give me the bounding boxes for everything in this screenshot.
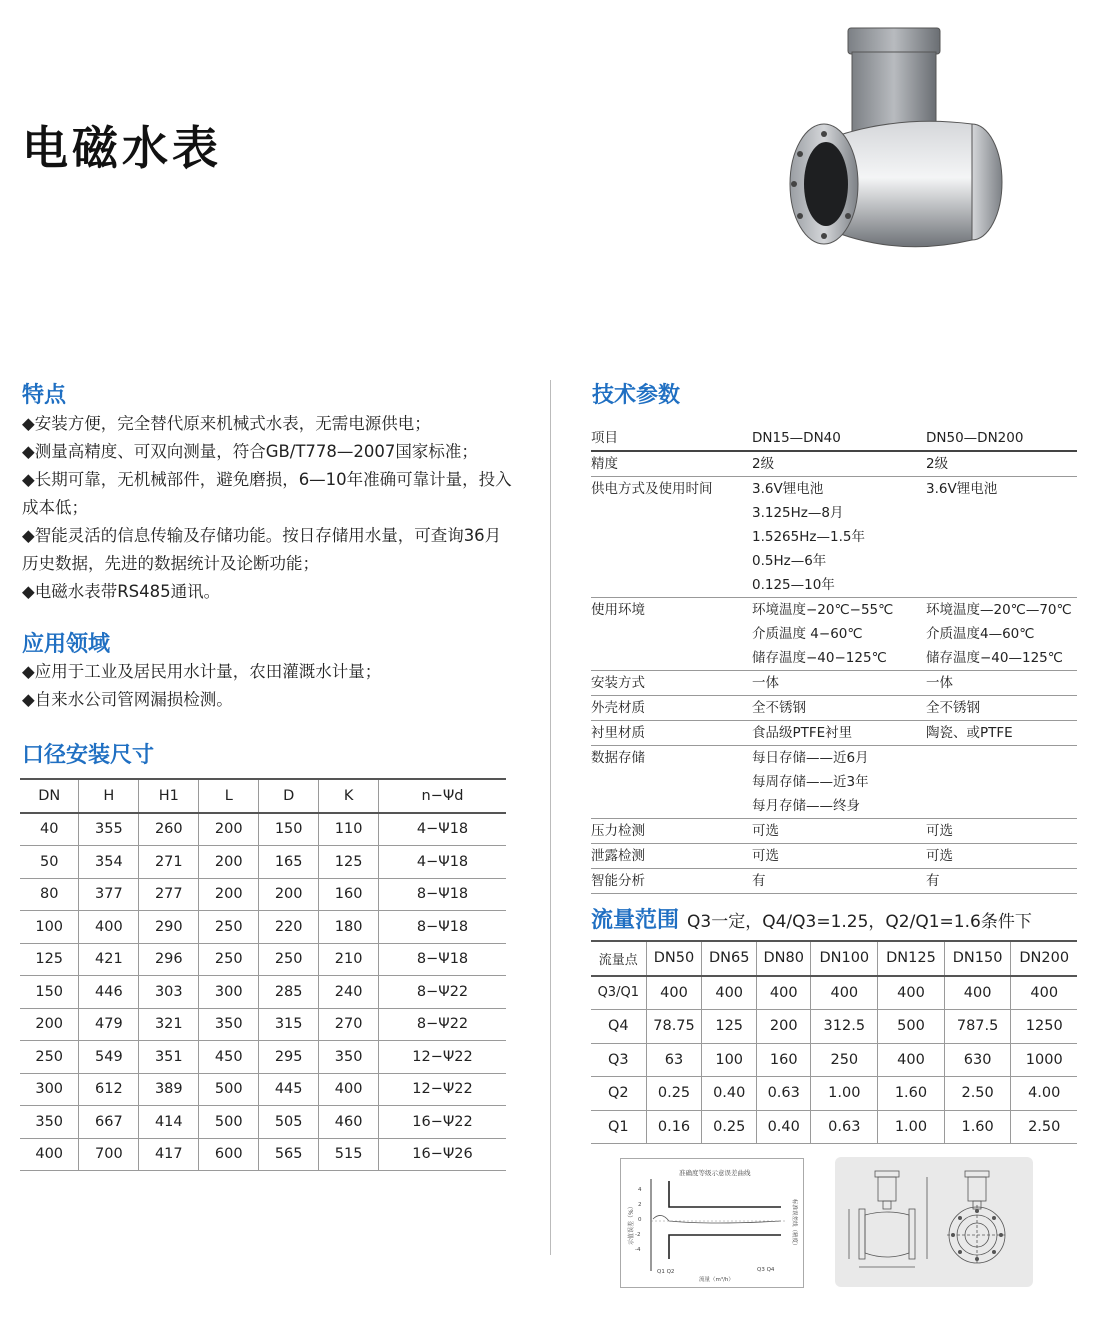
column-header: DN80 [756, 941, 811, 976]
table-cell: 630 [944, 1043, 1011, 1077]
tech-value-line: 可选 [752, 823, 779, 839]
tech-label [591, 819, 752, 844]
table-row [20, 1073, 506, 1106]
curve-ytick: 2 [638, 1202, 642, 1208]
tech-label [591, 721, 752, 746]
table-row [591, 696, 1077, 721]
tech-value-line: 全不锈钢 [926, 700, 980, 716]
table-cell: 1.00 [811, 1077, 878, 1111]
curve-q1q2: Q1 Q2 [657, 1269, 675, 1275]
table-cell: 125 [319, 846, 379, 879]
table-cell: 125 [20, 943, 79, 976]
table-row [591, 976, 1077, 1010]
table-cell: 160 [756, 1043, 811, 1077]
tech-value-line: DN50—DN200 [926, 430, 1024, 446]
tech-value-line: 每周存储——近3年 [752, 774, 869, 790]
table-cell: 700 [79, 1138, 139, 1171]
table-row [591, 477, 1077, 598]
tech-value-line: 陶瓷、或PTFE [926, 725, 1013, 741]
table-cell: 8−Ψ18 [379, 943, 506, 976]
flow-subtitle: Q3一定，Q4/Q3=1.25，Q2/Q1=1.6条件下 [687, 912, 1032, 932]
tech-label [591, 696, 752, 721]
tech-value-line: 0.125—10年 [752, 577, 835, 593]
column-header: 流量点 [591, 941, 646, 976]
table-cell: 0.40 [702, 1077, 757, 1111]
tech-value-line: 储存温度−40−125℃ [752, 650, 887, 666]
table-cell: 500 [199, 1106, 259, 1139]
table-cell: 400 [944, 976, 1011, 1010]
table-cell: 270 [319, 1008, 379, 1041]
tech-value-small [752, 746, 926, 819]
table-row [591, 1043, 1077, 1077]
table-cell: 150 [20, 976, 79, 1009]
column-header: DN50 [646, 941, 702, 976]
table-cell: 0.16 [646, 1110, 702, 1144]
table-row [20, 1106, 506, 1139]
tech-value-line: 每日存储——近6月 [752, 750, 869, 766]
tech-label [591, 426, 752, 451]
tech-value-line: 2级 [752, 456, 775, 472]
table-cell: 565 [259, 1138, 319, 1171]
table-row [20, 813, 506, 846]
table-cell: 315 [259, 1008, 319, 1041]
table-cell: 400 [319, 1073, 379, 1106]
table-cell: 63 [646, 1043, 702, 1077]
tech-value-line: 3.125Hz—8月 [752, 505, 844, 521]
table-cell: 100 [702, 1043, 757, 1077]
tech-label-text: 泄露检测 [591, 848, 645, 864]
tech-value-large [926, 671, 1077, 696]
table-cell: 354 [79, 846, 139, 879]
table-cell: 421 [79, 943, 139, 976]
table-cell: 1.60 [944, 1110, 1011, 1144]
tech-value-small [752, 844, 926, 869]
table-cell: 200 [199, 846, 259, 879]
table-cell: 312.5 [811, 1010, 878, 1044]
tech-value-line: 可选 [752, 848, 779, 864]
tech-value-small [752, 426, 926, 451]
table-cell: 110 [319, 813, 379, 846]
table-cell: 2.50 [1011, 1110, 1077, 1144]
table-cell: 600 [199, 1138, 259, 1171]
table-cell: 220 [259, 911, 319, 944]
flow-range-table [591, 940, 1077, 1144]
tech-value-small [752, 477, 926, 598]
features-list [22, 410, 512, 606]
table-row [20, 878, 506, 911]
table-row [20, 911, 506, 944]
table-cell: 515 [319, 1138, 379, 1171]
table-cell: 260 [139, 813, 199, 846]
table-cell: 400 [1011, 976, 1077, 1010]
table-cell: 200 [199, 813, 259, 846]
table-cell: 0.25 [702, 1110, 757, 1144]
table-cell: 271 [139, 846, 199, 879]
table-cell: 250 [259, 943, 319, 976]
table-row [591, 1110, 1077, 1144]
table-cell: 100 [20, 911, 79, 944]
table-cell: 50 [20, 846, 79, 879]
tech-value-small [752, 696, 926, 721]
curve-ytick: 4 [638, 1187, 642, 1193]
table-cell: 400 [811, 976, 878, 1010]
table-cell: 165 [259, 846, 319, 879]
list-item: ◆智能灵活的信息传输及存储功能。按日存储用水量，可查询36月历史数据，先进的数据统计及论断功能； [22, 526, 502, 573]
table-row [20, 1008, 506, 1041]
table-cell: Q3 [591, 1043, 646, 1077]
tech-label [591, 746, 752, 819]
tech-value-line: 有 [926, 873, 940, 889]
table-cell: 40 [20, 813, 79, 846]
curve-xlabel: 流量（m³/h） [699, 1277, 734, 1283]
tech-label-text: 供电方式及使用时间 [591, 481, 713, 497]
tech-value-large [926, 477, 1077, 598]
tech-value-small [752, 671, 926, 696]
tech-value-line: 有 [752, 873, 766, 889]
table-header-row [20, 779, 506, 813]
table-cell: 787.5 [944, 1010, 1011, 1044]
error-curve-diagram [620, 1158, 804, 1288]
table-cell: 300 [199, 976, 259, 1009]
table-cell: Q4 [591, 1010, 646, 1044]
table-cell: 505 [259, 1106, 319, 1139]
table-cell: 667 [79, 1106, 139, 1139]
table-cell: 210 [319, 943, 379, 976]
table-cell: 400 [702, 976, 757, 1010]
tech-value-small [752, 819, 926, 844]
column-header: DN125 [878, 941, 945, 976]
table-row [591, 721, 1077, 746]
table-cell: 1.60 [878, 1077, 945, 1111]
table-cell: 277 [139, 878, 199, 911]
table-cell: 500 [878, 1010, 945, 1044]
table-row [591, 819, 1077, 844]
table-cell: 417 [139, 1138, 199, 1171]
column-header: DN100 [811, 941, 878, 976]
applications-list [22, 658, 512, 714]
table-cell: 80 [20, 878, 79, 911]
table-cell: 78.75 [646, 1010, 702, 1044]
tech-value-large [926, 746, 1077, 819]
table-cell: 400 [79, 911, 139, 944]
dimension-drawing [835, 1157, 1033, 1287]
table-cell: 321 [139, 1008, 199, 1041]
table-cell: 400 [878, 976, 945, 1010]
table-cell: 1.00 [878, 1110, 945, 1144]
curve-ytick: 0 [638, 1217, 642, 1223]
column-divider [550, 380, 551, 1255]
table-row [20, 976, 506, 1009]
tech-value-small [752, 869, 926, 894]
column-header: H [79, 779, 139, 813]
page-title: 电磁水表 [22, 121, 222, 175]
list-item: ◆电磁水表带RS485通讯。 [22, 582, 221, 601]
table-row [591, 844, 1077, 869]
table-row [591, 598, 1077, 671]
table-cell: 351 [139, 1041, 199, 1074]
table-cell: 12−Ψ22 [379, 1073, 506, 1106]
table-cell: 12−Ψ22 [379, 1041, 506, 1074]
dimensions-heading: 口径安装尺寸 [22, 743, 155, 768]
column-header: L [199, 779, 259, 813]
tech-value-line: 介质温度 4−60℃ [752, 626, 863, 642]
tech-label-text: 外壳材质 [591, 700, 645, 716]
table-cell: 1000 [1011, 1043, 1077, 1077]
table-cell: 479 [79, 1008, 139, 1041]
table-cell: 16−Ψ22 [379, 1106, 506, 1139]
table-cell: 400 [20, 1138, 79, 1171]
tech-label [591, 477, 752, 598]
table-cell: 8−Ψ22 [379, 1008, 506, 1041]
table-cell: 290 [139, 911, 199, 944]
tech-value-large [926, 844, 1077, 869]
table-cell: 8−Ψ18 [379, 911, 506, 944]
curve-ytick: -2 [635, 1232, 641, 1238]
tech-value-line: 3.6V锂电池 [752, 481, 824, 497]
table-cell: 446 [79, 976, 139, 1009]
curve-ytick: -4 [635, 1247, 641, 1253]
tech-value-line: 环境温度−20℃−55℃ [752, 602, 894, 618]
curve-right-label: 标准误差线（精度） [791, 1199, 797, 1249]
list-item: ◆应用于工业及居民用水计量，农田灌溉水计量； [22, 662, 382, 681]
table-cell: 180 [319, 911, 379, 944]
tech-value-large [926, 426, 1077, 451]
tech-value-line: 每月存储——终身 [752, 798, 860, 814]
tech-params-table [591, 426, 1077, 894]
tech-value-large [926, 451, 1077, 477]
tech-value-small [752, 451, 926, 477]
column-header: DN65 [702, 941, 757, 976]
table-cell: 549 [79, 1041, 139, 1074]
table-row [20, 846, 506, 879]
table-row [591, 451, 1077, 477]
tech-value-large [926, 721, 1077, 746]
electromagnetic-water-meter-image [780, 22, 1010, 317]
table-row [591, 1010, 1077, 1044]
table-cell: 250 [199, 911, 259, 944]
flow-heading: 流量范围 [591, 908, 680, 933]
table-cell: 350 [199, 1008, 259, 1041]
table-cell: 0.25 [646, 1077, 702, 1111]
table-cell: 377 [79, 878, 139, 911]
tech-value-small [752, 598, 926, 671]
tech-heading: 技术参数 [592, 383, 681, 408]
tech-label-text: 使用环境 [591, 602, 645, 618]
table-cell: 450 [199, 1041, 259, 1074]
column-header: DN200 [1011, 941, 1077, 976]
table-cell: 8−Ψ22 [379, 976, 506, 1009]
table-cell: Q1 [591, 1110, 646, 1144]
table-cell: 389 [139, 1073, 199, 1106]
tech-label [591, 844, 752, 869]
table-cell: 612 [79, 1073, 139, 1106]
tech-value-line: 可选 [926, 823, 953, 839]
table-cell: 414 [139, 1106, 199, 1139]
tech-value-large [926, 869, 1077, 894]
tech-value-small [752, 721, 926, 746]
tech-label-text: 压力检测 [591, 823, 645, 839]
tech-label-text: 安装方式 [591, 675, 645, 691]
column-header: K [319, 779, 379, 813]
tech-label-text: 精度 [591, 456, 618, 472]
table-cell: 0.63 [811, 1110, 878, 1144]
table-cell: Q2 [591, 1077, 646, 1111]
error-curve-svg [621, 1159, 803, 1287]
table-header-row [591, 941, 1077, 976]
table-cell: 350 [20, 1106, 79, 1139]
table-cell: 250 [199, 943, 259, 976]
tech-value-line: 一体 [752, 675, 779, 691]
column-header: n−Ψd [379, 779, 506, 813]
table-cell: 400 [756, 976, 811, 1010]
table-cell: Q3/Q1 [591, 976, 646, 1010]
tech-value-line: 环境温度—20℃—70℃ [926, 602, 1072, 618]
tech-label [591, 598, 752, 671]
table-cell: 4−Ψ18 [379, 846, 506, 879]
table-cell: 400 [878, 1043, 945, 1077]
table-cell: 355 [79, 813, 139, 846]
table-cell: 295 [259, 1041, 319, 1074]
table-row [591, 746, 1077, 819]
table-cell: 8−Ψ18 [379, 878, 506, 911]
tech-value-line: DN15—DN40 [752, 430, 841, 446]
list-item: ◆长期可靠，无机械部件，避免磨损，6—10年准确可靠计量，投入成本低； [22, 470, 512, 517]
table-cell: 200 [259, 878, 319, 911]
tech-label-text: 智能分析 [591, 873, 645, 889]
table-cell: 296 [139, 943, 199, 976]
table-cell: 500 [199, 1073, 259, 1106]
table-cell: 125 [702, 1010, 757, 1044]
tech-label [591, 671, 752, 696]
tech-value-line [926, 746, 1077, 770]
features-heading: 特点 [22, 383, 67, 408]
table-row [20, 1138, 506, 1171]
tech-value-line: 介质温度4—60℃ [926, 626, 1035, 642]
table-row [591, 426, 1077, 451]
table-cell: 250 [811, 1043, 878, 1077]
table-row [591, 869, 1077, 894]
tech-value-large [926, 696, 1077, 721]
dimensions-table [20, 778, 506, 1171]
list-item: ◆自来水公司管网漏损检测。 [22, 690, 233, 709]
table-cell: 2.50 [944, 1077, 1011, 1111]
tech-label-text: 数据存储 [591, 750, 645, 766]
tech-value-large [926, 598, 1077, 671]
column-header: H1 [139, 779, 199, 813]
table-cell: 16−Ψ26 [379, 1138, 506, 1171]
table-cell: 0.63 [756, 1077, 811, 1111]
table-cell: 400 [646, 976, 702, 1010]
table-cell: 285 [259, 976, 319, 1009]
table-cell: 460 [319, 1106, 379, 1139]
table-cell: 4.00 [1011, 1077, 1077, 1111]
table-cell: 300 [20, 1073, 79, 1106]
table-cell: 303 [139, 976, 199, 1009]
table-row [20, 1041, 506, 1074]
table-row [591, 1077, 1077, 1111]
list-item: ◆安装方便，完全替代原来机械式水表，无需电源供电； [22, 414, 431, 433]
table-cell: 1250 [1011, 1010, 1077, 1044]
table-cell: 160 [319, 878, 379, 911]
table-cell: 250 [20, 1041, 79, 1074]
tech-value-line: 0.5Hz—6年 [752, 553, 827, 569]
list-item: ◆测量高精度、可双向测量，符合GB/T778—2007国家标准； [22, 442, 478, 461]
tech-label [591, 869, 752, 894]
table-cell: 200 [756, 1010, 811, 1044]
curve-title: 准确度等级示意误差曲线 [679, 1169, 751, 1177]
curve-ylabel: 示值误差（%） [628, 1203, 635, 1245]
tech-value-large [926, 819, 1077, 844]
tech-value-line: 全不锈钢 [752, 700, 806, 716]
column-header: DN150 [944, 941, 1011, 976]
tech-value-line: 食品级PTFE衬里 [752, 725, 853, 741]
column-header: DN [20, 779, 79, 813]
flow-heading-block [591, 903, 1032, 934]
tech-value-line: 可选 [926, 848, 953, 864]
tech-value-line: 一体 [926, 675, 953, 691]
tech-value-line: 2级 [926, 456, 949, 472]
column-header: D [259, 779, 319, 813]
table-cell: 150 [259, 813, 319, 846]
curve-q3q4: Q3 Q4 [757, 1267, 775, 1273]
dimension-drawing-svg [835, 1157, 1033, 1287]
table-row [20, 943, 506, 976]
tech-value-line: 储存温度−40—125℃ [926, 650, 1063, 666]
table-cell: 0.40 [756, 1110, 811, 1144]
table-cell: 240 [319, 976, 379, 1009]
table-cell: 200 [199, 878, 259, 911]
tech-value-line: 1.5265Hz—1.5年 [752, 529, 865, 545]
tech-label-text: 衬里材质 [591, 725, 645, 741]
applications-heading: 应用领域 [22, 632, 111, 657]
table-cell: 350 [319, 1041, 379, 1074]
table-cell: 200 [20, 1008, 79, 1041]
tech-label-text: 项目 [591, 430, 618, 446]
table-row [591, 671, 1077, 696]
tech-label [591, 451, 752, 477]
tech-value-line: 3.6V锂电池 [926, 481, 998, 497]
table-cell: 445 [259, 1073, 319, 1106]
table-cell: 4−Ψ18 [379, 813, 506, 846]
